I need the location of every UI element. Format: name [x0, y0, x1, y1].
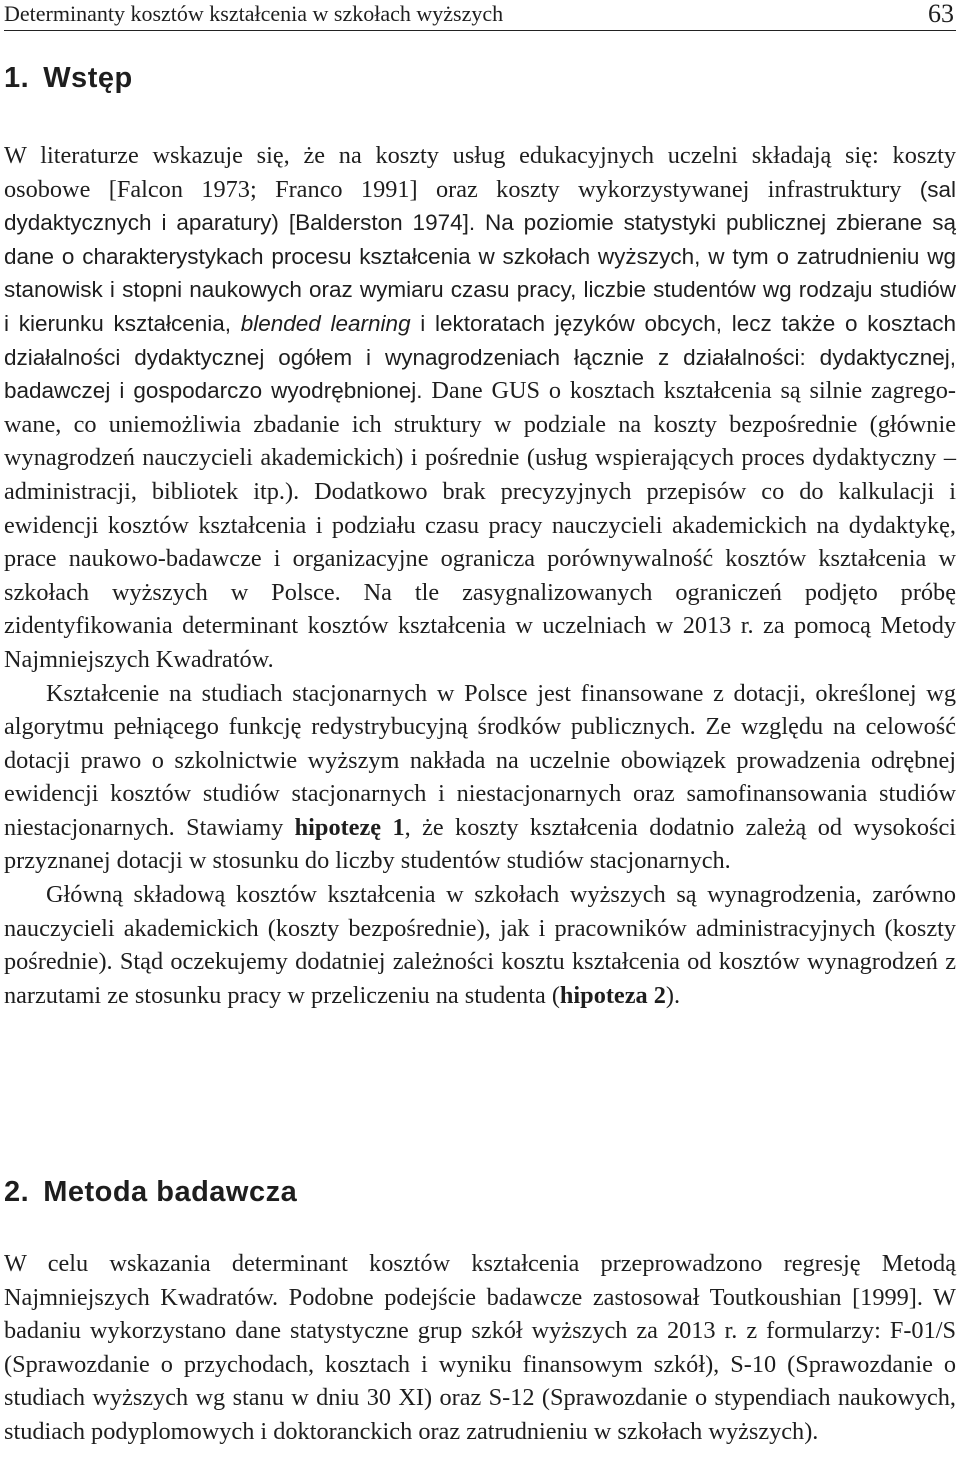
section-1-title: Wstęp: [43, 62, 133, 94]
paragraph-1-part-b: (sal dydaktycznych i aparatury) [Balderston 1974]. Na poziomie statystyki publicznej zbierane są dane o charakterystykach procesu kształcenia w szkołach wyższych, w tym o zatrudnieniu wg stanowisk i stopni naukowych oraz wymiaru czasu pracy, liczbie studentów wg rodzaju studiów i kierunku kształcenia,: [4, 176, 956, 336]
paragraph-2-part-c: , że koszty kształcenia dodatnio zależą od wysokości przyznanej dotacji w stosunku do liczby studentów studiów stacjonarnych.: [4, 813, 956, 875]
section-2-heading: [4, 1176, 297, 1209]
running-head-title: Determinanty kosztów kształcenia w szkołach wyższych: [4, 1, 504, 26]
page-number: 63: [928, 0, 954, 28]
paragraph-3-part-a: Główną składową kosztów kształcenia w szkołach wyższych są wynagrodzenia, zarówno nauczycieli akademickich (koszty bezpośrednie), jak i pracowników administracyjnych (koszty pośrednie). Stąd oczekujemy dodatniej zależności kosztu kształcenia od kosztów wynagrodzeń z narzutami ze stosunku pracy w przeliczeniu na studenta (: [4, 881, 956, 1009]
paragraph-1-part-e: Dane GUS o kosztach kształcenia są silnie zagregowane, co uniemożliwia zbadanie ich struktury w podziale na koszty bezpośrednie (głównie wynagrodzeń nauczycieli akademickich) i pośrednie (usług wspierających proces dydaktyczny – administracji, bibliotek itp.). Dodatkowo brak precyzyjnych przepisów co do kalkulacji i ewidencji kosztów kształcenia i podziału czasu pracy nauczycieli akademickich na dydaktykę, prace naukowo-badawcze i organizacyjne ogranicza porównywalność kosztów kształcenia w szkołach wyższych w Polsce. Na tle zasygnalizowanych ograniczeń podjęto próbę zidentyfikowania determinant kosztów kształcenia w uczelniach w 2013 r. za pomocą Metody Najmniejszych Kwadratów.: [4, 377, 956, 673]
paragraph-3-part-c: ).: [665, 981, 681, 1009]
section-1-heading: [4, 62, 133, 95]
running-head: [4, 0, 956, 31]
hypothesis-1-label: hipotezę 1: [294, 813, 405, 841]
paragraph-2-part-a: Kształcenie na studiach stacjonarnych w Polsce jest finansowane z dotacji, określonej wg algorytmu pełniącego funkcję redystrybucyjną środków publicznych. Ze względu na celowość dotacji prawo o szkolnictwie wyższym nakłada na uczelnie obowiązek prowadzenia odrębnej ewidencji kosztów studiów stacjonarnych i niestacjonarnych oraz samofinansowania studiów niestacjonarnych. Stawiamy: [4, 679, 956, 841]
paragraph-1-part-d: i lektoratach języków obcych, lecz także o kosztach działalności dydaktycznej ogółem i wynagrodzeniach łącznie z działalności: dydaktycznej, badawczej i gospodarczo wyodrębnionej.: [4, 310, 957, 404]
hypothesis-2-label: hipoteza 2: [559, 981, 666, 1009]
section-2-title: Metoda badawcza: [43, 1176, 298, 1208]
paragraph-1-part-a: W literaturze wskazuje się, że na koszty usług edukacyjnych uczelni składają się: koszty osobowe [Falcon 1973; Franco 1991] oraz koszty wykorzystywanej infrastruktury: [4, 142, 956, 203]
section-1-paragraph-3: [4, 878, 956, 1012]
section-1-body: [4, 139, 956, 1012]
blended-learning-term: blended learning: [240, 310, 411, 336]
section-2-number: 2.: [4, 1176, 30, 1208]
section-1-paragraph-2: [4, 677, 956, 879]
section-2-body: [4, 1247, 956, 1449]
section-1-number: 1.: [4, 62, 30, 94]
section-2-paragraph-1: W celu wskazania determinant kosztów kształcenia przeprowadzono regresję Metodą Najmniejszych Kwadratów. Podobne podejście badawcze zastosował Toutkoushian [1999]. W badaniu wykorzystano dane statystyczne grup szkół wyższych za 2013 r. z formularzy: F-01/S (Sprawozdanie o przychodach, kosztach i wyniku finansowym szkół), S-10 (Sprawozdanie o studiach wyższych wg stanu w dniu 30 XI) oraz S-12 (Sprawozdanie o stypendiach naukowych, studiach podyplomowych i doktoranckich oraz zatrudnieniu w szkołach wyższych).: [4, 1250, 956, 1445]
section-1-paragraph-1: [4, 139, 956, 677]
